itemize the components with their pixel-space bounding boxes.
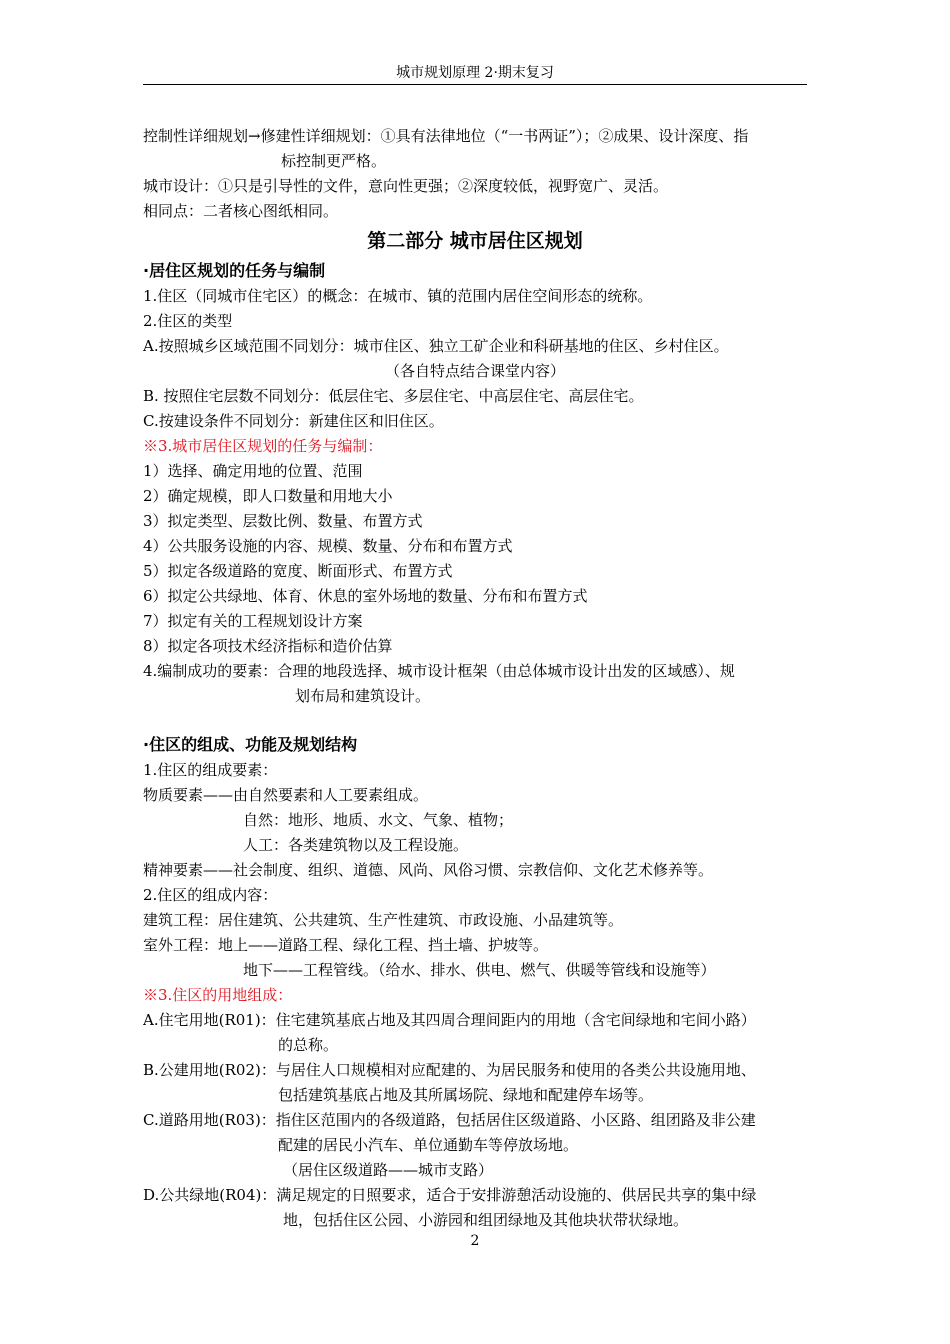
land-use-item: B.公建用地(R02)：与居住人口规模相对应配建的、为居民服务和使用的各类公共设施用地、 (143, 1061, 756, 1079)
page-header: 城市规划原理 2·期末复习 (396, 65, 554, 81)
spacer (143, 709, 807, 732)
intro-line-3: 城市设计：①只是引导性的文件，意向性更强；②深度较低，视野宽广、灵活。 (143, 177, 669, 195)
land-use-item: D.公共绿地(R04)：满足规定的日照要求，适合于安排游憩活动设施的、供居民共享的集中绿 (143, 1186, 757, 1204)
land-use-item-cont: 地，包括住区公园、小游园和组团绿地及其他块状带状绿地。 (283, 1211, 689, 1229)
paragraph-line: 建筑工程：居住建筑、公共建筑、生产性建筑、市政设施、小品建筑等。 (143, 911, 624, 929)
paragraph-line: 4.编制成功的要素：合理的地段选择、城市设计框架（由总体城市设计出发的区域感）、规 (143, 662, 735, 680)
land-use-item-cont: 配建的居民小汽车、单位通勤车等停放场地。 (278, 1136, 579, 1154)
header-rule (143, 84, 807, 85)
task-item: 6）拟定公共绿地、体育、休息的室外场地的数量、分布和布置方式 (143, 587, 588, 605)
paragraph-line: 1.住区的组成要素： (143, 761, 278, 779)
section-heading-composition: ·住区的组成、功能及规划结构 (143, 735, 358, 754)
task-item: 2）确定规模，即人口数量和用地大小 (143, 487, 393, 505)
paragraph-line: 1.住区（同城市住宅区）的概念：在城市、镇的范围内居住空间形态的统称。 (143, 287, 653, 305)
paragraph-line: 划布局和建筑设计。 (295, 687, 431, 705)
paragraph-line: 人工：各类建筑物以及工程设施。 (243, 836, 469, 854)
task-item: 1）选择、确定用地的位置、范围 (143, 462, 363, 480)
highlight-heading: ※3.城市居住区规划的任务与编制： (143, 437, 383, 455)
paragraph-line: 2.住区的组成内容： (143, 886, 278, 904)
land-use-item-cont: 的总称。 (278, 1036, 339, 1054)
paragraph-line: B. 按照住宅层数不同划分：低层住宅、多层住宅、中高层住宅、高层住宅。 (143, 387, 644, 405)
land-use-item-cont: 包括建筑基底占地及其所属场院、绿地和配建停车场等。 (278, 1086, 654, 1104)
intro-line-2: 标控制更严格。 (281, 152, 387, 170)
paragraph-line: A.按照城乡区域范围不同划分：城市住区、独立工矿企业和科研基地的住区、乡村住区。 (143, 337, 729, 355)
page-number: 2 (470, 1233, 480, 1249)
paragraph-line: C.按建设条件不同划分：新建住区和旧住区。 (143, 412, 444, 430)
task-item: 8）拟定各项技术经济指标和造价估算 (143, 637, 393, 655)
section-heading-tasks: ·居住区规划的任务与编制 (143, 261, 326, 280)
task-item: 4）公共服务设施的内容、规模、数量、分布和布置方式 (143, 537, 513, 555)
land-use-item: A.住宅用地(R01)：住宅建筑基底占地及其四周合理间距内的用地（含宅间绿地和宅间小路） (143, 1011, 756, 1029)
intro-line-4: 相同点：二者核心图纸相同。 (143, 202, 339, 220)
task-item: 7）拟定有关的工程规划设计方案 (143, 612, 363, 630)
paragraph-line: 精神要素——社会制度、组织、道德、风尚、风俗习惯、宗教信仰、文化艺术修养等。 (143, 861, 714, 879)
page-body (143, 124, 807, 1233)
paragraph-line: 2.住区的类型 (143, 312, 233, 330)
paragraph-line: 室外工程：地上——道路工程、绿化工程、挡土墙、护坡等。 (143, 936, 549, 954)
highlight-heading: ※3.住区的用地组成： (143, 986, 293, 1004)
paragraph-line: 地下——工程管线。（给水、排水、供电、燃气、供暖等管线和设施等） (243, 961, 716, 979)
paragraph-line: 自然：地形、地质、水文、气象、植物； (243, 811, 514, 829)
part-title: 第二部分 城市居住区规划 (367, 230, 583, 252)
paragraph-line: 物质要素——由自然要素和人工要素组成。 (143, 786, 429, 804)
task-item: 5）拟定各级道路的宽度、断面形式、布置方式 (143, 562, 453, 580)
land-use-item-cont: （居住区级道路——城市支路） (283, 1161, 494, 1179)
task-item: 3）拟定类型、层数比例、数量、布置方式 (143, 512, 423, 530)
intro-line-1: 控制性详细规划→修建性详细规划：①具有法律地位（“一书两证”）；②成果、设计深度、指 (143, 127, 749, 145)
land-use-item: C.道路用地(R03)：指住区范围内的各级道路，包括居住区级道路、小区路、组团路及非公建 (143, 1111, 756, 1129)
paragraph-note: （各自特点结合课堂内容） (384, 362, 565, 380)
